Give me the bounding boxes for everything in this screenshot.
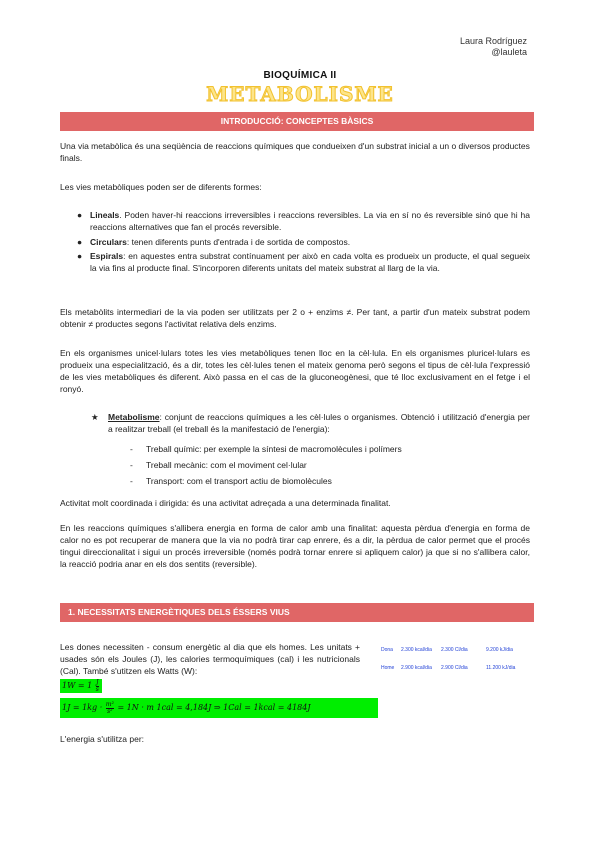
author-block <box>460 36 527 58</box>
paragraph-activity: Activitat molt coordinada i dirigida: és una activitat adreçada a una determinada finalitat. <box>60 498 391 508</box>
paragraph-metabolites: Els metabòlits intermediari de la via poden ser utilitzats per 2 o + enzims ≠. Per tant, a partir d'un mateix substrat podem obtenir ≠ productes segons l'activitat relativa dels enzims. <box>60 307 530 329</box>
bullet-icon: ● <box>77 237 83 247</box>
bullet-icon: ● <box>77 251 83 261</box>
table-cell: 9.200 kJ/dia <box>486 647 513 653</box>
list-item: ● Lineals. Poden haver-hi reaccions irreversibles i reaccions reversibles. La via en sí no és reversible sinó que hi ha reaccions alternatives que fan el procés reversible. <box>77 210 530 232</box>
list-item: - Transport: com el transport actiu de biomolècules <box>130 476 332 486</box>
table-cell: 2.300 kcal/dia <box>401 647 432 653</box>
table-cell: Dona <box>381 647 393 653</box>
list-item: - Treball mecànic: com el moviment cel·lular <box>130 460 307 470</box>
table-cell: 2.300 Cl/dia <box>441 647 468 653</box>
star-icon: ★ <box>91 412 99 422</box>
list-item: ● Espirals: en aquestes entra substrat contínuament per això en cada volta es produeix un producte, el qual segueix la via fins al producte final. S'incorporen diferents unitats del mateix substrat al llarg de la via. <box>77 251 530 273</box>
table-cell: Home <box>381 665 395 671</box>
paragraph-organisms: En els organismes unicel·lulars totes les vies metabòliques tenen lloc en la cèl·lula. En els organismes pluricel·lulars es produeix una especialització, és a dir, totes les cèl·lules tenen el mateix genoma però segons el tipus de cèl·lula l'expressió de les vies metabòliques és diferent. Això passa en el cas de la gluconeogènesi, que té lloc exclusivament en el fetge i el ronyó. <box>60 348 530 394</box>
list-item: ● Circulars: tenen diferents punts d'entrada i de sortida de compostos. <box>77 237 351 247</box>
author-handle: @lauleta <box>491 47 527 57</box>
table-cell: 2.900 kcal/dia <box>401 665 432 671</box>
definition-metabolisme: ★ Metabolisme: conjunt de reaccions químiques a les cèl·lules o organismes. Obtenció i utilització d'energia per a realitzar treball (el treball és la manifestació de l'energia): <box>91 412 530 434</box>
paragraph-heat: En les reaccions químiques s'allibera energia en forma de calor amb una finalitat: aquesta pèrdua d'energia en forma de calor no es pot recuperar de manera que la via no podrà tirar cap enrere, és a dir, la pèrdua de calor permet que el procés tingui direccionalitat i sigui un procés irreversible (només podrà tornar enrere si apliquem calor) ja que si no s'allibera calor, la reacció podria anar en els dos sentits (reversible). <box>60 523 530 569</box>
table-cell: 2.900 Cl/dia <box>441 665 468 671</box>
consumption-table <box>381 645 541 675</box>
page-title: METABOLISME <box>206 82 394 106</box>
table-cell: 11.200 kJ/dia <box>486 665 516 671</box>
equation-joule: 1J = 1kg · $\frac{\text{m²}}{\text{s²}}$ = 1N · m 1cal = 4,184J ⇒ 1Cal = 1kcal = 4184J <box>60 698 378 718</box>
section-heading-energy: 1. NECESSITATS ENERGÈTIQUES DELS ÉSSERS VIUS <box>60 603 534 622</box>
section-heading-intro: INTRODUCCIÓ: CONCEPTES BÀSICS <box>60 112 534 131</box>
subject-title: BIOQUÍMICA II <box>263 70 337 81</box>
paragraph-forms: Les vies metabòliques poden ser de diferents formes: <box>60 182 262 192</box>
paragraph-energy-use: L'energia s'utilitza per: <box>60 734 145 744</box>
bullet-icon: ● <box>77 210 83 220</box>
equation-watt: 1W = 1 $\frac{J}{s}$ <box>60 679 102 693</box>
paragraph-units: Les dones necessiten - consum energètic al dia que els homes. Les unitats + usades són els Joules (J), les calories termoquímiques (cal) i les nutricionals (Cal). També s'utitzen els Watts (W): <box>60 642 360 676</box>
author-name: Laura Rodríguez <box>459 36 527 46</box>
paragraph-definition: Una via metabòlica és una seqüència de reaccions químiques que condueixen d'un substrat inicial a un o diversos productes finals. <box>60 141 530 163</box>
list-item: - Treball químic: per exemple la síntesi de macromolècules i polímers <box>130 444 402 454</box>
